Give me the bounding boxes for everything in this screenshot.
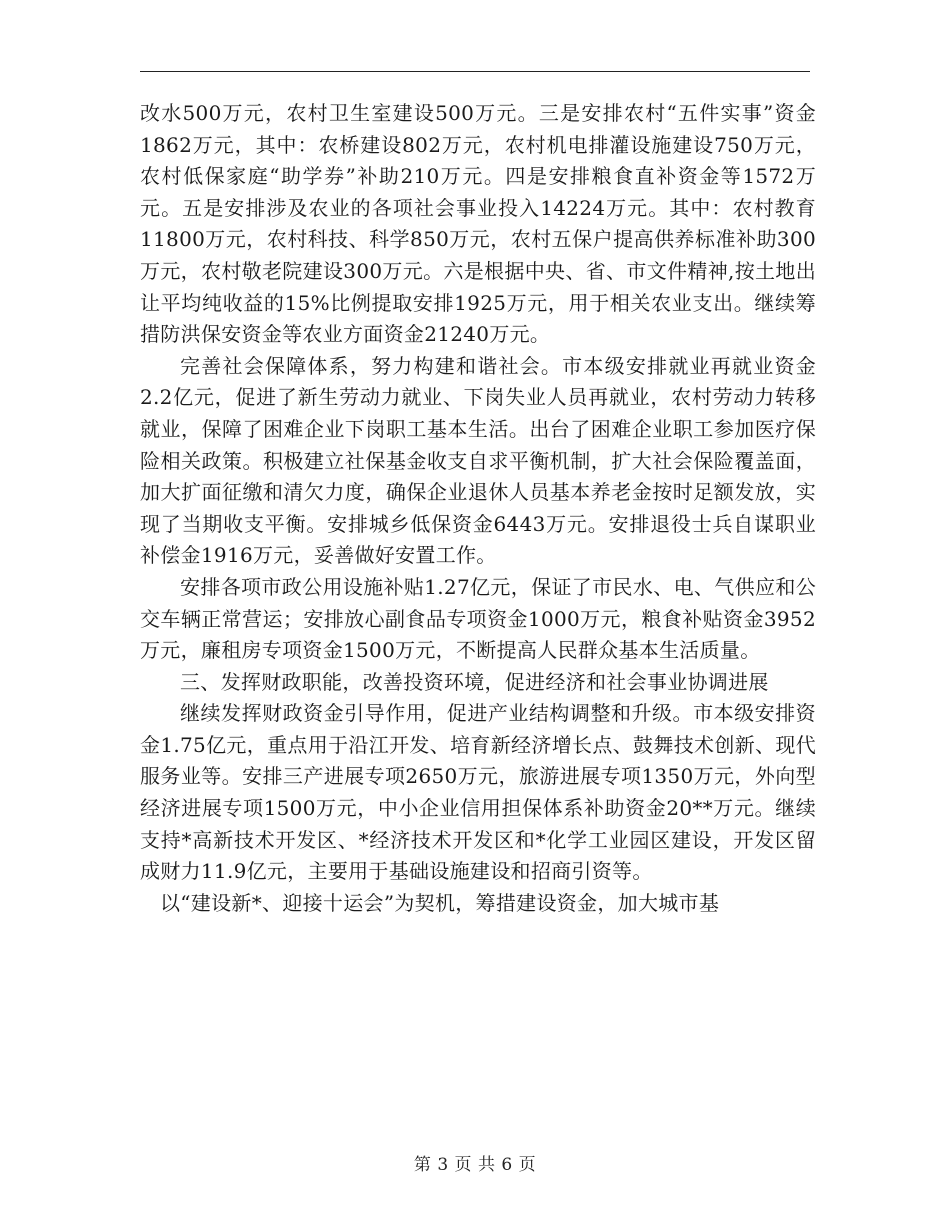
paragraph-investment-guidance: 继续发挥财政资金引导作用，促进产业结构调整和升级。市本级安排资金1.75亿元，重点用于沿江开发、培育新经济增长点、鼓舞技术创新、现代服务业等。安排三产进展专项2650万元，旅游进展专项1350万元，外向型经济进展专项1500万元，中小企业信用担保体系补助资金20**万元。继续支持*高新技术开发区、*经济技术开发区和*化学工业园区建设，开发区留成财力11.9亿元，主要用于基础设施建设和招商引资等。 — [140, 701, 816, 884]
paragraph-agriculture-funds: 改水500万元，农村卫生室建设500万元。三是安排农村“五件实事”资金1862万元，其中：农桥建设802万元，农村机电排灌设施建设750万元，农村低保家庭“助学券”补助210万元。四是安排粮食直补资金等1572万元。五是安排涉及农业的各项社会事业投入14224万元。其中：农村教育11800万元，农村科技、科学850万元，农村五保户提高供养标准补助300万元，农村敬老院建设300万元。六是根据中央、省、市文件精神,按土地出让平均纯收益的15%比例提取安排1925万元，用于相关农业支出。继续筹措防洪保安资金等农业方面资金21240万元。 — [140, 101, 816, 347]
paragraph-municipal-subsidies: 安排各项市政公用设施补贴1.27亿元，保证了市民水、电、气供应和公交车辆正常营运；安排放心副食品专项资金1000万元，粮食补贴资金3952万元，廉租房专项资金1500万元，不断提高人民群众基本生活质量。 — [140, 574, 816, 663]
page-number-footer: 第 3 页 共 6 页 — [413, 1155, 537, 1175]
paragraph-social-security: 完善社会保障体系，努力构建和谐社会。市本级安排就业再就业资金2.2亿元，促进了新生劳动力就业、下岗失业人员再就业，农村劳动力转移就业，保障了困难企业下岗职工基本生活。出台了困难企业职工参加医疗保险相关政策。积极建立社保基金收支自求平衡机制，扩大社会保险覆盖面，加大扩面征缴和清欠力度，确保企业退休人员基本养老金按时足额发放，实现了当期收支平衡。安排城乡低保资金6443万元。安排退役士兵自谋职业补偿金1916万元，妥善做好安置工作。 — [140, 353, 816, 568]
document-body — [140, 98, 816, 919]
header-rule — [140, 71, 810, 72]
section-heading-three: 三、发挥财政职能，改善投资环境，促进经济和社会事业协调进展 — [180, 669, 769, 694]
paragraph-city-construction: 以“建设新*、迎接十运会”为契机，筹措建设资金，加大城市基 — [160, 890, 720, 915]
